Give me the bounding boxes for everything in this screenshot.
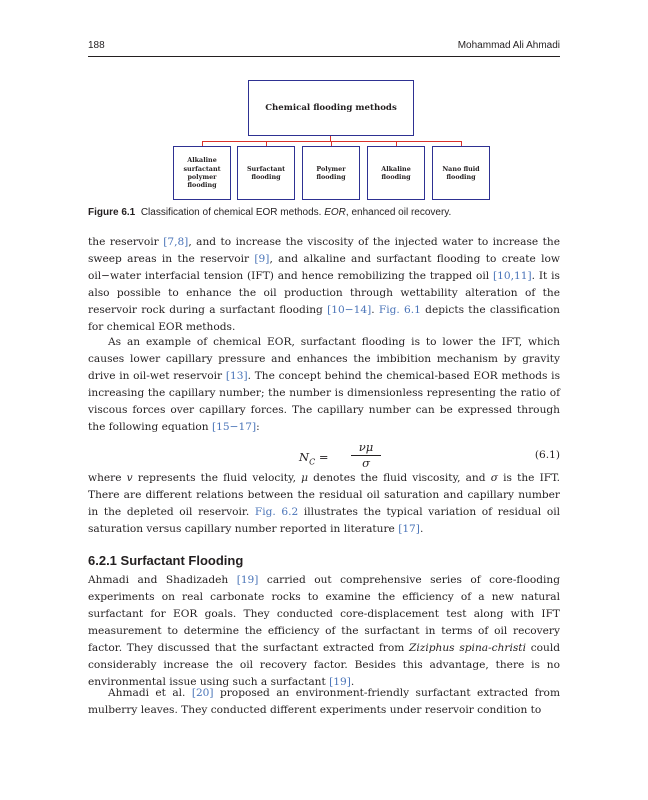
text: , and alkaline and surfactant flooding to create low oil−water interfacial tension (IFT) and hence remobilizing the trapped oil: [88, 253, 561, 282]
species-name: Ziziphus spina-christi: [409, 642, 526, 654]
text: Ahmadi and Shadizadeh: [88, 574, 237, 586]
symbol: v: [126, 472, 133, 484]
text: is the IFT. There are different relations between the residual oil saturation and capillary number in the depleted oil reservoir.: [88, 472, 560, 518]
child-node-box: Alkaline surfactant polymer flooding: [173, 146, 231, 200]
equation-lhs: [299, 450, 328, 466]
running-header-author: Mohammad Ali Ahmadi: [457, 40, 560, 51]
figure-caption: [88, 207, 560, 218]
caption-text: Classification of chemical EOR methods.: [140, 207, 322, 218]
eq-numerator: νμ: [351, 440, 381, 456]
root-node-box: Chemical flooding methods: [248, 80, 414, 136]
citation-link[interactable]: [7,8]: [163, 236, 189, 248]
section-heading: 6.2.1 Surfactant Flooding: [88, 553, 244, 568]
page-number: 188: [88, 40, 105, 51]
text: Ahmadi et al.: [108, 687, 192, 699]
text: illustrates the typical variation of residual oil saturation versus capillary number reported in literature: [88, 506, 560, 535]
child-node-box: Surfactant flooding: [237, 146, 295, 200]
text: carried out comprehensive series of core-flooding experiments on real carbonate rocks to examine the efficiency of a new natural surfactant for EOR goals. They conducted core-displacement test along with IFT measurement to determine the efficiency of the surfactant in terms of oil recovery factor. They discussed that the surfactant extracted from: [88, 574, 560, 654]
figure-link[interactable]: Fig. 6.1: [378, 304, 421, 316]
paragraph: [88, 234, 560, 336]
child-node-box: Alkaline flooding: [367, 146, 425, 200]
text: . It is also possible to enhance the oil production through wettability alteration of the reservoir rock during a surfactant flooding: [88, 270, 560, 316]
citation-link[interactable]: [10−14]: [327, 304, 372, 316]
paragraph: [88, 685, 560, 719]
citation-link[interactable]: [13]: [225, 370, 248, 382]
eq-subscript: C: [309, 457, 316, 467]
paragraph: [88, 470, 560, 538]
caption-label: Figure 6.1: [88, 207, 136, 218]
eq-symbol: N: [299, 450, 310, 464]
text: the reservoir: [88, 236, 164, 248]
text: where: [88, 472, 127, 484]
child-node-box: Polymer flooding: [302, 146, 360, 200]
eq-equals: =: [315, 450, 329, 464]
symbol: μ: [301, 472, 309, 484]
eq-denominator: σ: [362, 456, 370, 470]
citation-link[interactable]: [17]: [398, 523, 420, 535]
text: represents the fluid velocity,: [132, 472, 302, 484]
paragraph: [88, 572, 560, 691]
text: As an example of chemical EOR, surfactant flooding is to lower the IFT, which causes lower capillary pressure and enhances the imbibition mechanism by gravity drive in oil-wet reservoir: [88, 336, 560, 382]
caption-def: , enhanced oil recovery.: [345, 207, 452, 218]
citation-link[interactable]: [15−17]: [212, 421, 257, 433]
citation-link[interactable]: [10,11]: [493, 270, 532, 282]
text: denotes the fluid viscosity, and: [308, 472, 491, 484]
text: could considerably increase the oil recovery factor. Besides this advantage, there is no environmental issue using such a surfactant: [88, 642, 561, 688]
symbol: σ: [490, 472, 498, 484]
equation-fraction: [351, 440, 381, 470]
paragraph: [88, 334, 560, 436]
text: :: [256, 421, 260, 433]
text: .: [419, 523, 424, 535]
citation-link[interactable]: [19]: [236, 574, 259, 586]
text: depicts the classification for chemical EOR methods.: [88, 304, 560, 333]
citation-link[interactable]: [9]: [254, 253, 270, 265]
header-rule: [88, 56, 560, 57]
text: proposed an environment-friendly surfactant extracted from mulberry leaves. They conducted different experiments under reservoir condition to: [88, 687, 560, 716]
text: . The concept behind the chemical-based EOR methods is increasing the capillary number; the number is dimensionless representing the ratio of viscous forces over capillary forces. The capillary number can be expressed through the following equation: [88, 370, 560, 433]
text: , and to increase the viscosity of the injected water to increase the sweep areas in the reservoir: [88, 236, 560, 265]
equation-number: (6.1): [534, 449, 560, 461]
caption-abbr: EOR: [324, 207, 346, 218]
figure-6-1-diagram: [88, 70, 560, 220]
figure-link[interactable]: Fig. 6.2: [254, 506, 299, 518]
citation-link[interactable]: [20]: [191, 687, 214, 699]
citation-link[interactable]: [19]: [329, 676, 351, 688]
text: .: [350, 676, 355, 688]
text: .: [371, 304, 379, 316]
child-node-box: Nano fluid flooding: [432, 146, 490, 200]
equation-6-1: [88, 440, 560, 474]
